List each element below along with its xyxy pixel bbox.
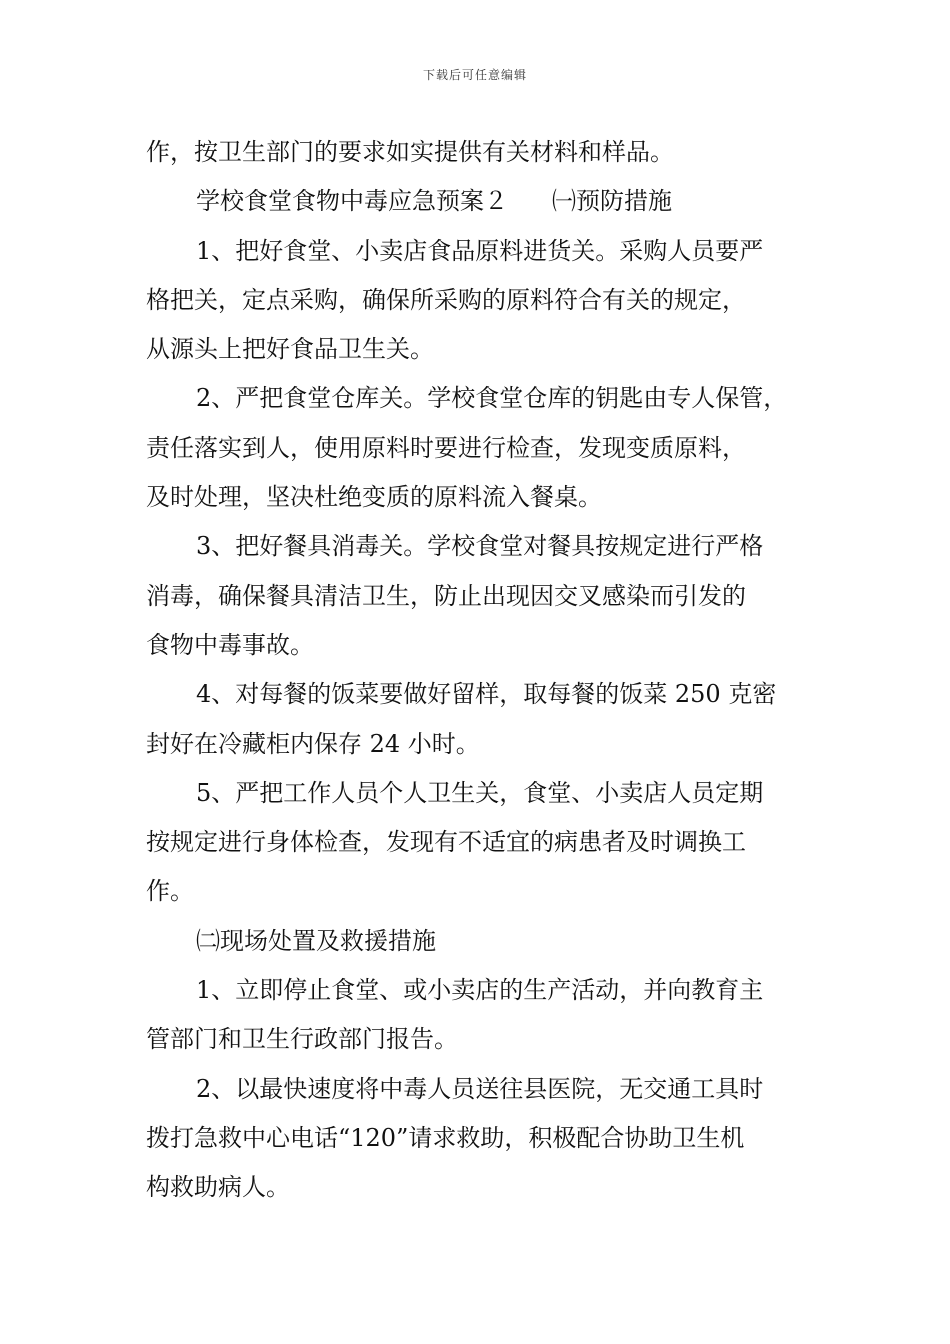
text-line: 1、把好食堂、小卖店食品原料进货关。采购人员要严 [196, 236, 764, 265]
paragraph-item-4 [146, 670, 810, 769]
paragraph-item-5 [146, 769, 810, 917]
text-line: 5、严把工作人员个人卫生关，食堂、小卖店人员定期 [196, 778, 764, 807]
text-line: 食物中毒事故。 [146, 630, 314, 659]
text-line: 3、把好餐具消毒关。学校食堂对餐具按规定进行严格 [196, 532, 764, 561]
section-title-response: ㈡现场处置及救援措施 [196, 926, 436, 955]
text-line: 消毒，确保餐具清洁卫生，防止出现因交叉感染而引发的 [146, 581, 746, 610]
text-line: 2、严把食堂仓库关。学校食堂仓库的钥匙由专人保管， [196, 384, 788, 413]
paragraph-continuation [146, 128, 810, 177]
text-line: 2、以最快速度将中毒人员送往县医院，无交通工具时 [196, 1074, 764, 1103]
text-line: 作。 [146, 877, 194, 906]
section-title-prevention: ㈠预防措施 [552, 187, 672, 216]
text-line: 责任落实到人，使用原料时要进行检查，发现变质原料， [146, 433, 746, 462]
section-heading-response [146, 917, 810, 966]
paragraph-item-2 [146, 374, 810, 522]
text-line: 4、对每餐的饭菜要做好留样，取每餐的饭菜 250 克密 [196, 680, 777, 709]
text-line: 格把关，定点采购，确保所采购的原料符合有关的规定， [146, 285, 746, 314]
text-line: 构救助病人。 [146, 1173, 290, 1202]
text-line: 按规定进行身体检查，发现有不适宜的病患者及时调换工 [146, 828, 746, 857]
paragraph-item-3 [146, 522, 810, 670]
text-line: 从源头上把好食品卫生关。 [146, 335, 434, 364]
section-heading [146, 177, 810, 226]
text-line: 封好在冷藏柜内保存 24 小时。 [146, 729, 480, 758]
text-line: 作，按卫生部门的要求如实提供有关材料和样品。 [146, 138, 674, 166]
paragraph-item-1 [146, 227, 810, 375]
header-note: 下载后可任意编辑 [422, 68, 527, 82]
text-line: 拨打急救中心电话“120”请求救助，积极配合协助卫生机 [146, 1123, 745, 1152]
paragraph-response-2 [146, 1065, 810, 1213]
text-line: 1、立即停止食堂、或小卖店的生产活动，并向教育主 [196, 976, 764, 1005]
document-body [146, 128, 810, 1213]
text-line: 及时处理，坚决杜绝变质的原料流入餐桌。 [146, 483, 602, 512]
text-line: 管部门和卫生行政部门报告。 [146, 1025, 458, 1054]
paragraph-response-1 [146, 966, 810, 1065]
document-title: 学校食堂食物中毒应急预案２ [196, 187, 508, 216]
